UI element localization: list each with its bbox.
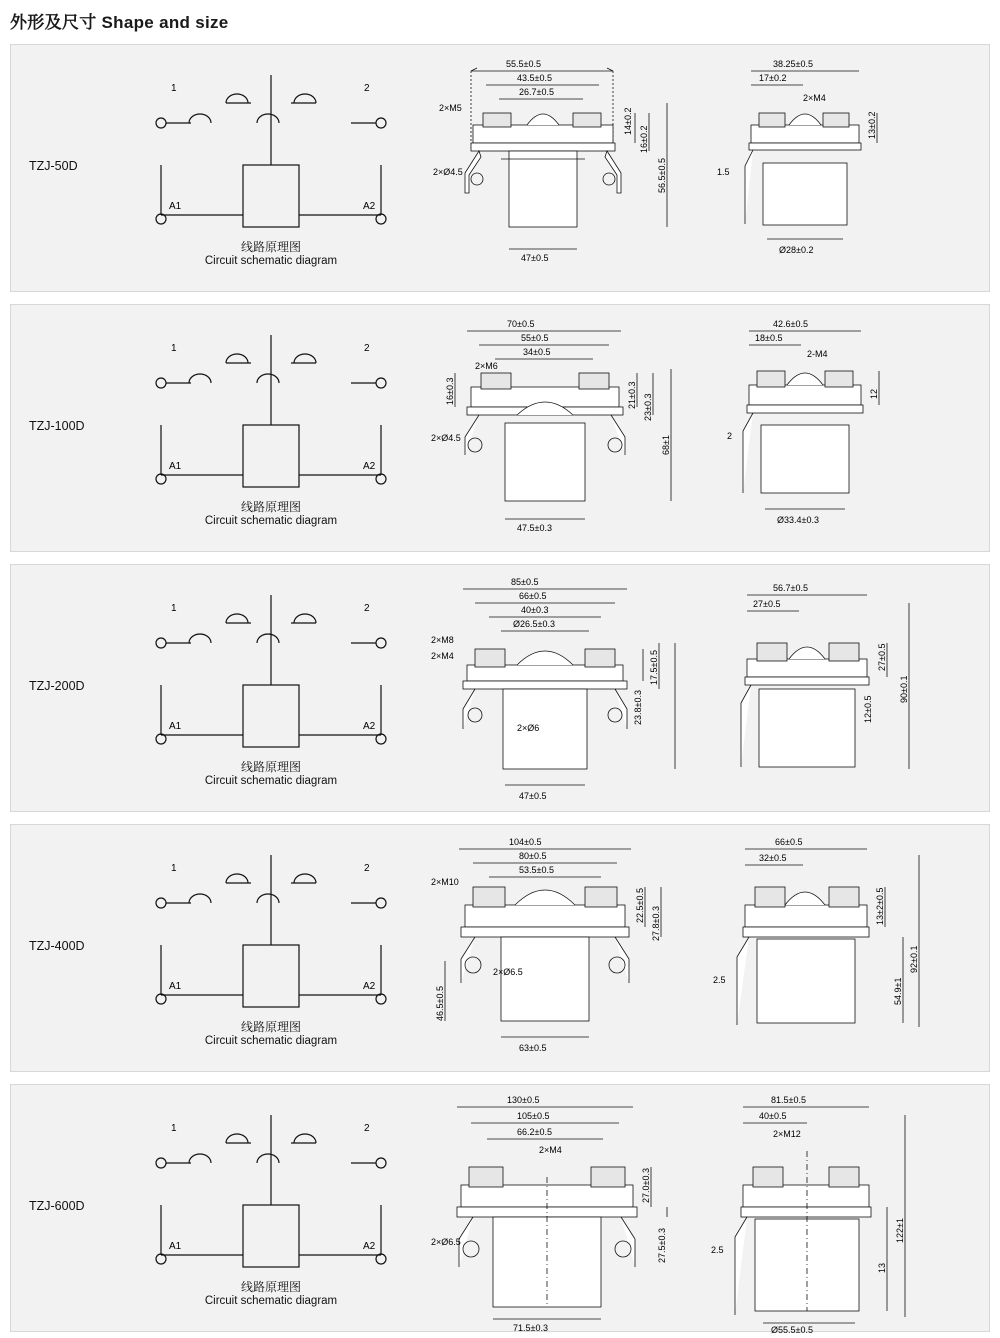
terminal-a2-label: A2 — [363, 201, 376, 212]
dim-label: 2×Ø6.5 — [493, 967, 523, 977]
dim-label: 12±0.5 — [863, 695, 873, 723]
dim-label: 32±0.5 — [759, 853, 787, 863]
dim-label: 18±0.5 — [755, 333, 783, 343]
dim-label: 71.5±0.3 — [513, 1323, 548, 1333]
schematic-caption — [131, 760, 411, 788]
dim-label: 2×Ø4.5 — [431, 433, 461, 443]
dim-label: 2×M10 — [431, 877, 459, 887]
terminal-a2-label: A2 — [363, 461, 376, 472]
dim-label: 105±0.5 — [517, 1111, 550, 1121]
dim-label: 2×M4 — [539, 1145, 562, 1155]
dim-label: 2×M12 — [773, 1129, 801, 1139]
dim-label: 47±0.5 — [521, 253, 549, 263]
dim-label: 2×M6 — [475, 361, 498, 371]
dim-label: 90±0.1 — [899, 675, 909, 703]
terminal-2-label: 2 — [364, 863, 370, 874]
model-label: TZJ-100D — [29, 419, 85, 433]
dim-label: 2×Ø4.5 — [433, 167, 463, 177]
dim-label: 12 — [869, 388, 879, 399]
model-label: TZJ-600D — [29, 1199, 85, 1213]
dim-label: 66.2±0.5 — [517, 1127, 552, 1137]
dim-label: 17±0.2 — [759, 73, 787, 83]
dim-label: 68±1 — [661, 435, 671, 455]
terminal-2-label: 2 — [364, 603, 370, 614]
dim-label: Ø26.5±0.3 — [513, 619, 555, 629]
model-label: TZJ-50D — [29, 159, 78, 173]
circuit-schematic-diagram — [131, 315, 411, 543]
dim-label: 13±2±0.5 — [875, 887, 885, 925]
schematic-caption — [131, 1020, 411, 1048]
terminal-2-label: 2 — [364, 1123, 370, 1134]
dim-label: 104±0.5 — [509, 837, 542, 847]
schematic-caption-en: Circuit schematic diagram — [204, 515, 338, 527]
dim-label: 2×M5 — [439, 103, 462, 113]
terminal-1-label: 1 — [171, 83, 177, 94]
terminal-a1-label: A1 — [169, 1241, 182, 1252]
terminal-a2-label: A2 — [363, 721, 376, 732]
schematic-caption-cn: 线路原理图 — [240, 1280, 301, 1294]
dim-label: 47±0.5 — [519, 791, 547, 801]
dim-label: 56.5±0.5 — [657, 158, 667, 193]
dim-label: 16±0.3 — [445, 377, 455, 405]
page-title: 外形及尺寸 Shape and size — [10, 13, 229, 32]
dim-label: 23.8±0.3 — [633, 690, 643, 725]
terminal-2-label: 2 — [364, 343, 370, 354]
terminal-a1-label: A1 — [169, 201, 182, 212]
schematic-caption-en: Circuit schematic diagram — [204, 1035, 338, 1047]
dim-label: 130±0.5 — [507, 1095, 540, 1105]
terminal-a2-label: A2 — [363, 1241, 376, 1252]
front-view-drawing — [431, 313, 711, 545]
dim-label: 66±0.5 — [519, 591, 547, 601]
dim-label: 14±0.2 — [623, 107, 633, 135]
side-view-drawing — [711, 1093, 981, 1335]
dim-label: 92±0.1 — [909, 945, 919, 973]
dim-label: 42.6±0.5 — [773, 319, 808, 329]
dim-label: 21±0.3 — [627, 381, 637, 409]
schematic-caption-en: Circuit schematic diagram — [204, 775, 338, 787]
front-view-drawing — [431, 1093, 711, 1333]
dim-label: 13 — [877, 1262, 887, 1273]
dim-label: 2×Ø6 — [517, 723, 540, 733]
table-row — [10, 824, 990, 1072]
dim-label: 2.5 — [711, 1245, 724, 1255]
dim-label: 2-M4 — [807, 349, 828, 359]
dim-label: 23±0.3 — [643, 393, 653, 421]
table-row — [10, 44, 990, 292]
dim-label: Ø55.5±0.5 — [771, 1325, 813, 1335]
table-row — [10, 1084, 990, 1335]
dim-label: 85±0.5 — [511, 577, 539, 587]
dim-label: 17.5±0.5 — [649, 650, 659, 685]
side-view-drawing — [711, 833, 981, 1065]
dim-label: 40±0.5 — [759, 1111, 787, 1121]
side-view-drawing — [711, 313, 981, 545]
dim-label: 2 — [727, 431, 733, 441]
schematic-caption-cn: 线路原理图 — [240, 240, 301, 254]
schematic-caption-cn: 线路原理图 — [240, 1020, 301, 1034]
terminal-2-label: 2 — [364, 83, 370, 94]
front-view-drawing — [431, 53, 711, 285]
diagram-rows — [10, 44, 990, 1335]
schematic-caption-en: Circuit schematic diagram — [204, 255, 338, 267]
model-label: TZJ-400D — [29, 939, 85, 953]
dim-label: 2.5 — [713, 975, 726, 985]
circuit-schematic-diagram — [131, 575, 411, 803]
dim-label: 27.8±0.3 — [651, 906, 661, 941]
dim-label: 27±0.5 — [877, 643, 887, 671]
dim-label: 22.5±0.5 — [635, 888, 645, 923]
dim-label: 81.5±0.5 — [771, 1095, 806, 1105]
dim-label: 27.0±0.3 — [641, 1168, 651, 1203]
dim-label: 16±0.2 — [639, 125, 649, 153]
terminal-1-label: 1 — [171, 343, 177, 354]
schematic-caption-cn: 线路原理图 — [240, 760, 301, 774]
terminal-a1-label: A1 — [169, 981, 182, 992]
model-label: TZJ-200D — [29, 679, 85, 693]
dim-label: 2×M4 — [431, 651, 454, 661]
dim-label: 80±0.5 — [519, 851, 547, 861]
dim-label: 46.5±0.5 — [435, 986, 445, 1021]
dim-label: 54.9±1 — [893, 977, 903, 1005]
front-view-drawing — [431, 833, 711, 1065]
dim-label: 27±0.5 — [753, 599, 781, 609]
dim-label: Ø33.4±0.3 — [777, 515, 819, 525]
table-row — [10, 564, 990, 812]
dim-label: 1.5 — [717, 167, 730, 177]
terminal-a1-label: A1 — [169, 721, 182, 732]
dim-label: 66±0.5 — [775, 837, 803, 847]
schematic-caption-en: Circuit schematic diagram — [204, 1295, 338, 1307]
dim-label: 43.5±0.5 — [517, 73, 552, 83]
dim-label: 53.5±0.5 — [519, 865, 554, 875]
schematic-caption — [131, 240, 411, 268]
dim-label: 34±0.5 — [523, 347, 551, 357]
circuit-schematic-diagram — [131, 1095, 411, 1323]
dim-label: 47.5±0.3 — [517, 523, 552, 533]
terminal-1-label: 1 — [171, 863, 177, 874]
terminal-a2-label: A2 — [363, 981, 376, 992]
schematic-caption — [131, 500, 411, 528]
schematic-caption — [131, 1280, 411, 1308]
dim-label: 2×Ø6.5 — [431, 1237, 461, 1247]
dim-label: 55±0.5 — [521, 333, 549, 343]
dim-label: 13±0.2 — [867, 111, 877, 139]
side-view-drawing — [711, 573, 981, 805]
dim-label: 38.25±0.5 — [773, 59, 813, 69]
table-row — [10, 304, 990, 552]
terminal-1-label: 1 — [171, 603, 177, 614]
dim-label: 63±0.5 — [519, 1043, 547, 1053]
dim-label: 40±0.3 — [521, 605, 549, 615]
circuit-schematic-diagram — [131, 55, 411, 283]
dim-label: 2×M4 — [803, 93, 826, 103]
dim-label: 27.5±0.3 — [657, 1228, 667, 1263]
dim-label: 2×M8 — [431, 635, 454, 645]
dim-label: 56.7±0.5 — [773, 583, 808, 593]
schematic-caption-cn: 线路原理图 — [240, 500, 301, 514]
dim-label: 70±0.5 — [507, 319, 535, 329]
dim-label: 122±1 — [895, 1218, 905, 1243]
terminal-a1-label: A1 — [169, 461, 182, 472]
circuit-schematic-diagram — [131, 835, 411, 1063]
side-view-drawing — [711, 53, 981, 285]
dim-label: 26.7±0.5 — [519, 87, 554, 97]
terminal-1-label: 1 — [171, 1123, 177, 1134]
front-view-drawing — [431, 573, 711, 805]
dim-label: 55.5±0.5 — [506, 59, 541, 69]
dim-label: Ø28±0.2 — [779, 245, 814, 255]
